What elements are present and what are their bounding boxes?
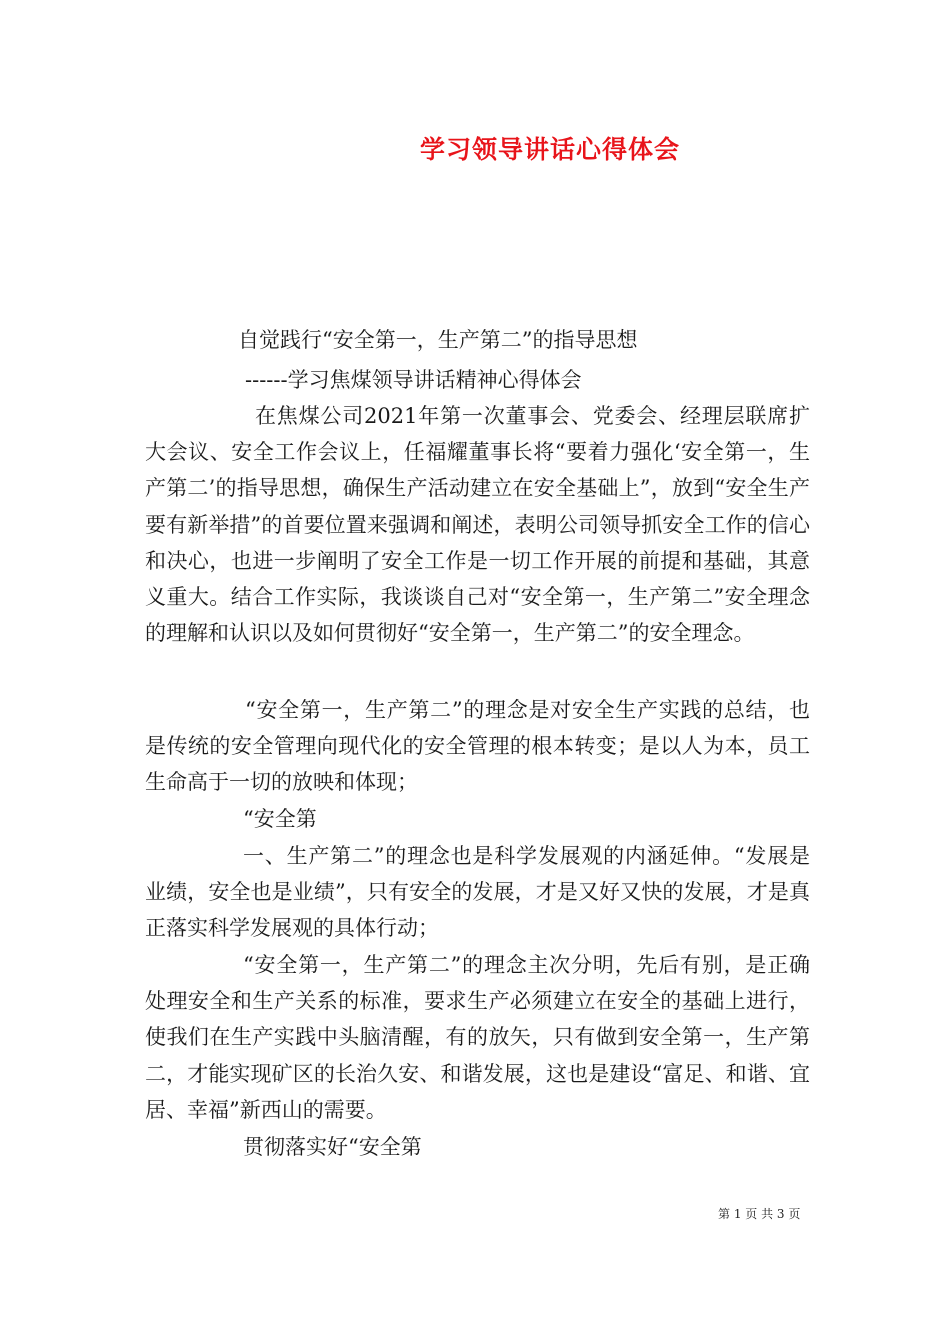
- paragraph-1: 在焦煤公司2021年第一次董事会、党委会、经理层联席扩大会议、安全工作会议上，任福耀董事长将“要着力强化‘安全第一，生产第二’的指导思想，确保生产活动建立在安全基础上”，放到“安全生产要有新举措”的首要位置来强调和阐述，表明公司领导抓安全工作的信心和决心，也进一步阐明了安全工作是一切工作开展的前提和基础，其意义重大。结合工作实际，我谈谈自己对“安全第一，生产第二”安全理念的理解和认识以及如何贯彻好“安全第一，生产第二”的安全理念。: [145, 404, 810, 646]
- paragraph-6: 贯彻落实好“安全第: [243, 1135, 422, 1159]
- paragraph-4: 一、生产第二”的理念也是科学发展观的内涵延伸。“发展是业绩，安全也是业绩”，只有安全的发展，才是又好又快的发展，才是真正落实科学发展观的具体行动；: [145, 844, 810, 941]
- document-title: 学习领导讲话心得体会: [419, 135, 680, 164]
- paragraph-3: “安全第: [243, 807, 317, 831]
- page-footer: 第 1 页 共 3 页: [718, 1207, 801, 1221]
- paragraph-5: “安全第一，生产第二”的理念主次分明，先后有别，是正确处理安全和生产关系的标准，要求生产必须建立在安全的基础上进行，使我们在生产实践中头脑清醒，有的放矢，只有做到安全第一，生产第二，才能实现矿区的长治久安、和谐发展，这也是建设“富足、和谐、宜居、幸福”新西山的需要。: [145, 953, 810, 1122]
- subtitle-line-2: ------学习焦煤领导讲话精神心得体会: [245, 368, 582, 392]
- subtitle-line-1: 自觉践行“安全第一，生产第二”的指导思想: [238, 328, 638, 352]
- paragraph-2: “安全第一，生产第二”的理念是对安全生产实践的总结，也是传统的安全管理向现代化的安全管理的根本转变；是以人为本，员工生命高于一切的放映和体现；: [145, 698, 810, 795]
